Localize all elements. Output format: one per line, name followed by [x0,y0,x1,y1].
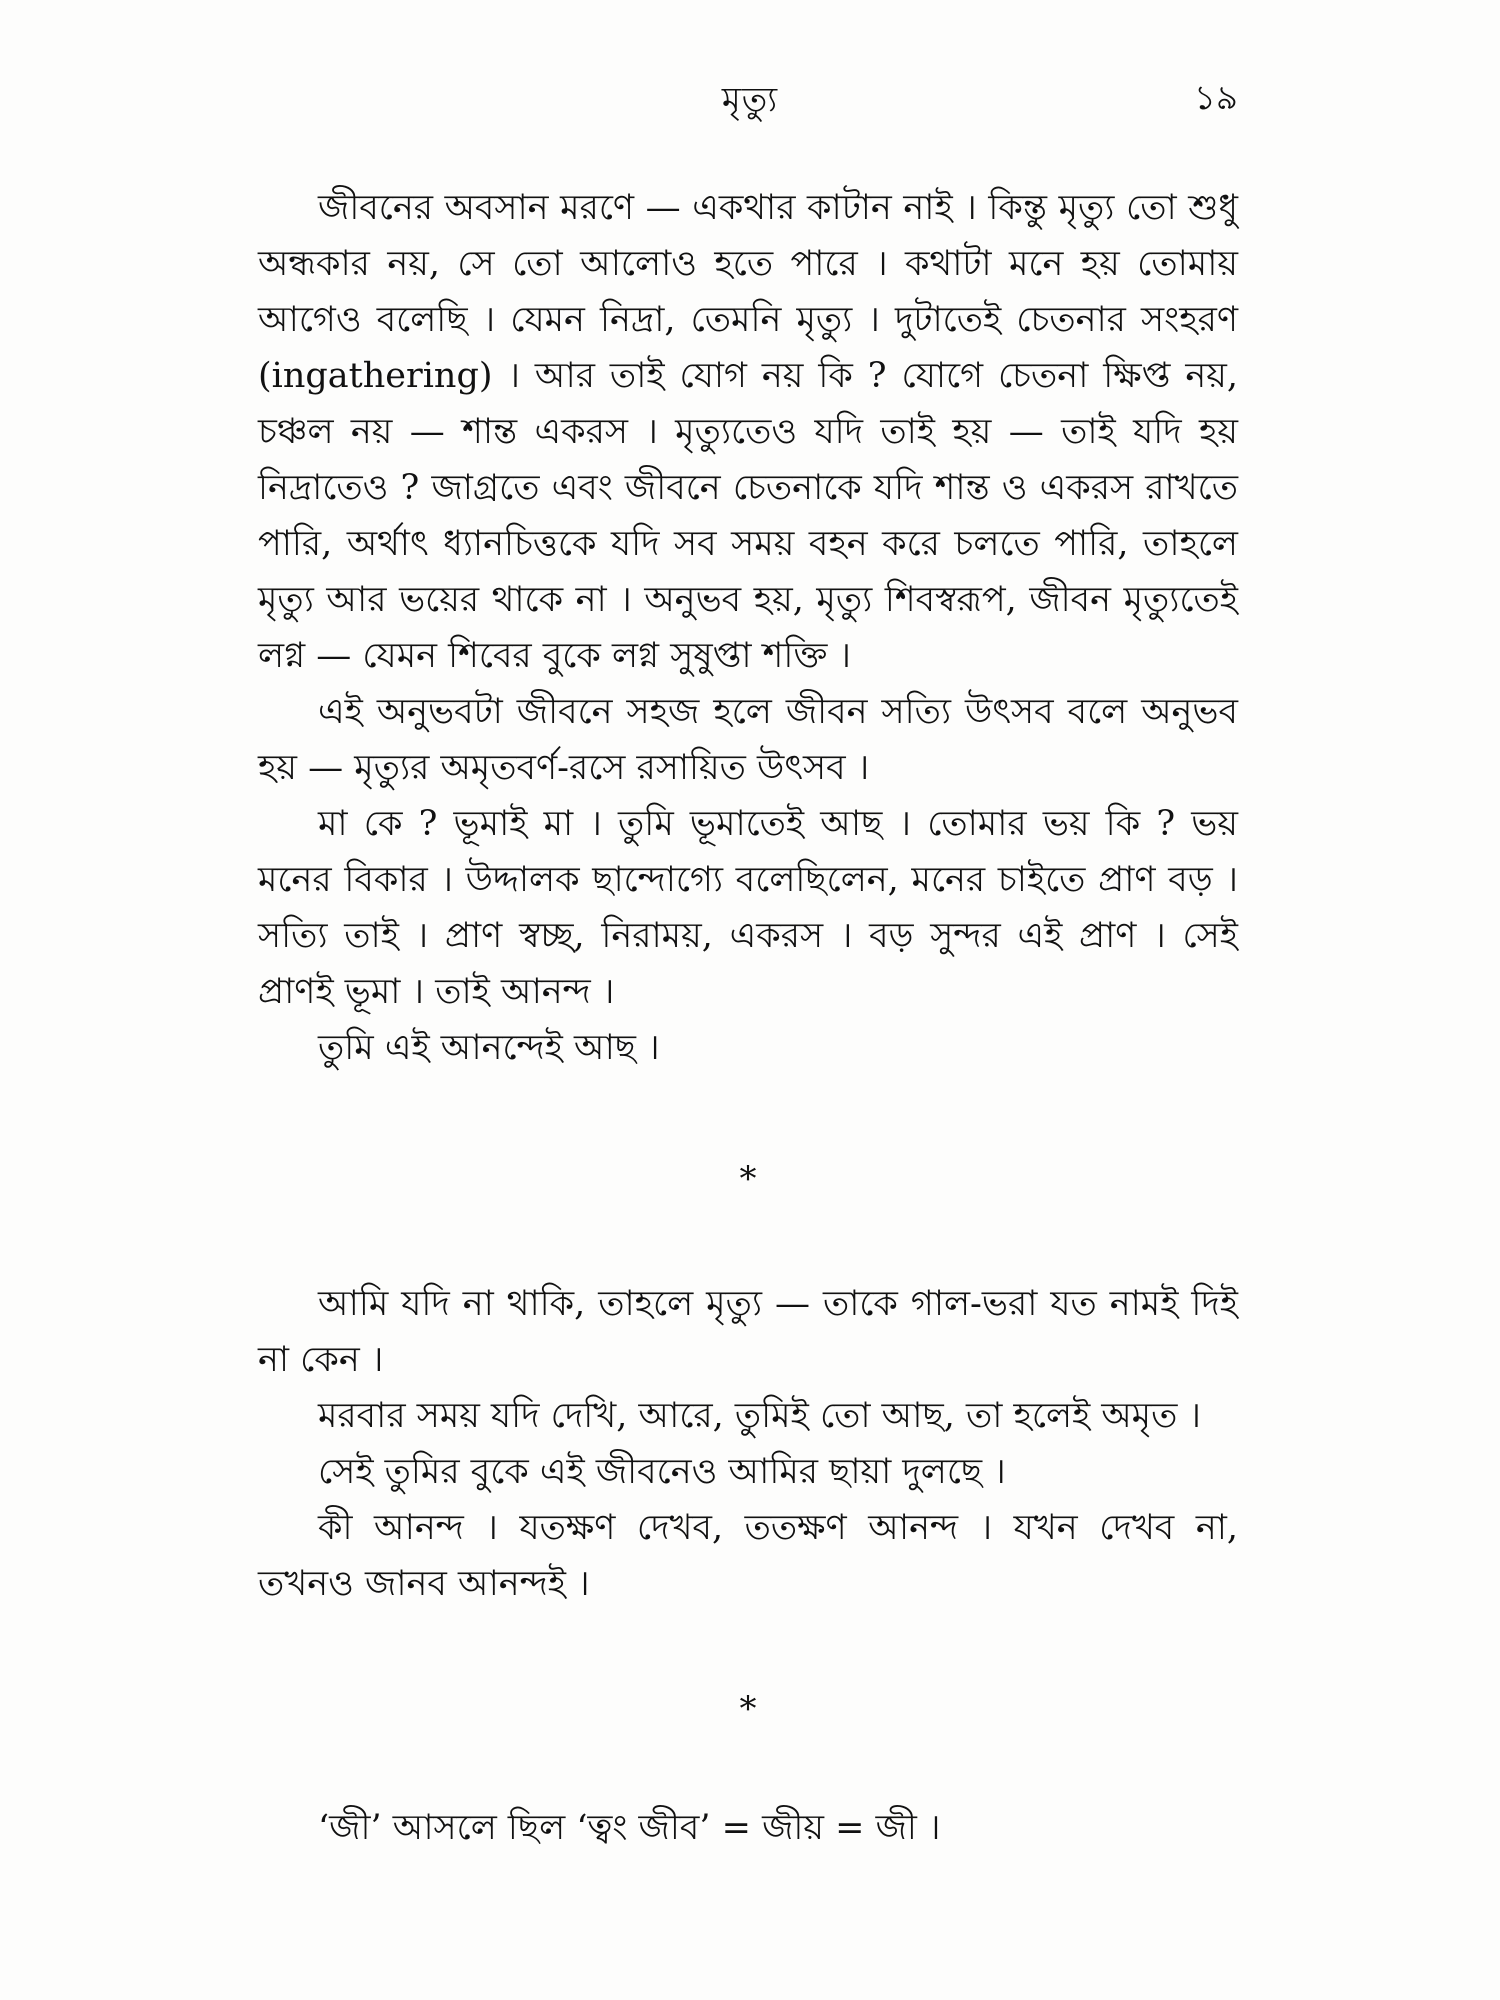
paragraph: কী আনন্দ । যতক্ষণ দেখব, ততক্ষণ আনন্দ । যখন দেখব না, তখনও জানব আনন্দই । [258,1508,1238,1604]
paragraph: মা কে ? ভূমাই মা । তুমি ভূমাতেই আছ । তোমার ভয় কি ? ভয় মনের বিকার । উদ্দালক ছান্দোগ্যে বলেছিলেন, মনের চাইতে প্রাণ বড় । সত্যি তাই । প্রাণ স্বচ্ছ, নিরাময়, একরস । বড় সুন্দর এই প্রাণ । সেই প্রাণই ভূমা । তাই আনন্দ । [258,804,1238,1012]
page-number: ১৯ [1193,78,1238,118]
paragraph: এই অনুভবটা জীবনে সহজ হলে জীবন সত্যি উৎসব বলে অনুভব হয় — মৃত্যুর অমৃতবর্ণ-রসে রসায়িত উৎসব । [258,692,1238,788]
paragraph: আমি যদি না থাকি, তাহলে মৃত্যু — তাকে গাল-ভরা যত নামই দিই না কেন । [258,1284,1238,1380]
paragraph: তুমি এই আনন্দেই আছ । [318,1028,660,1068]
body-text [258,180,1238,1856]
paragraph: মরবার সময় যদি দেখি, আরে, তুমিই তো আছ, তা হলেই অমৃত । [318,1396,1202,1436]
running-title: মৃত্যু [721,80,779,120]
paragraph: ‘জী’ আসলে ছিল ‘ত্বং জীব’ = জীয় = জী । [318,1808,941,1848]
section-separator: * [739,1689,757,1729]
section-separator: * [739,1159,757,1199]
paragraph: জীবনের অবসান মরণে — একথার কাটান নাই । কিন্তু মৃত্যু তো শুধু অন্ধকার নয়, সে তো আলোও হতে পারে । কথাটা মনে হয় তোমায় আগেও বলেছি । যেমন নিদ্রা, তেমনি মৃত্যু । দুটাতেই চেতনার সংহরণ (ingathering) । আর তাই যোগ নয় কি ? যোগে চেতনা ক্ষিপ্ত নয়, চঞ্চল নয় — শান্ত একরস । মৃত্যুতেও যদি তাই হয় — তাই যদি হয় নিদ্রাতেও ? জাগ্রতে এবং জীবনে চেতনাকে যদি শান্ত ও একরস রাখতে পারি, অর্থাৎ ধ্যানচিত্তকে যদি সব সময় বহন করে চলতে পারি, তাহলে মৃত্যু আর ভয়ের থাকে না । অনুভব হয়, মৃত্যু শিবস্বরূপ, জীবন মৃত্যুতেই লগ্ন — যেমন শিবের বুকে লগ্ন সুষুপ্তা শক্তি । [258,188,1238,676]
paragraph: সেই তুমির বুকে এই জীবনেও আমির ছায়া দুলছে । [318,1452,1006,1492]
